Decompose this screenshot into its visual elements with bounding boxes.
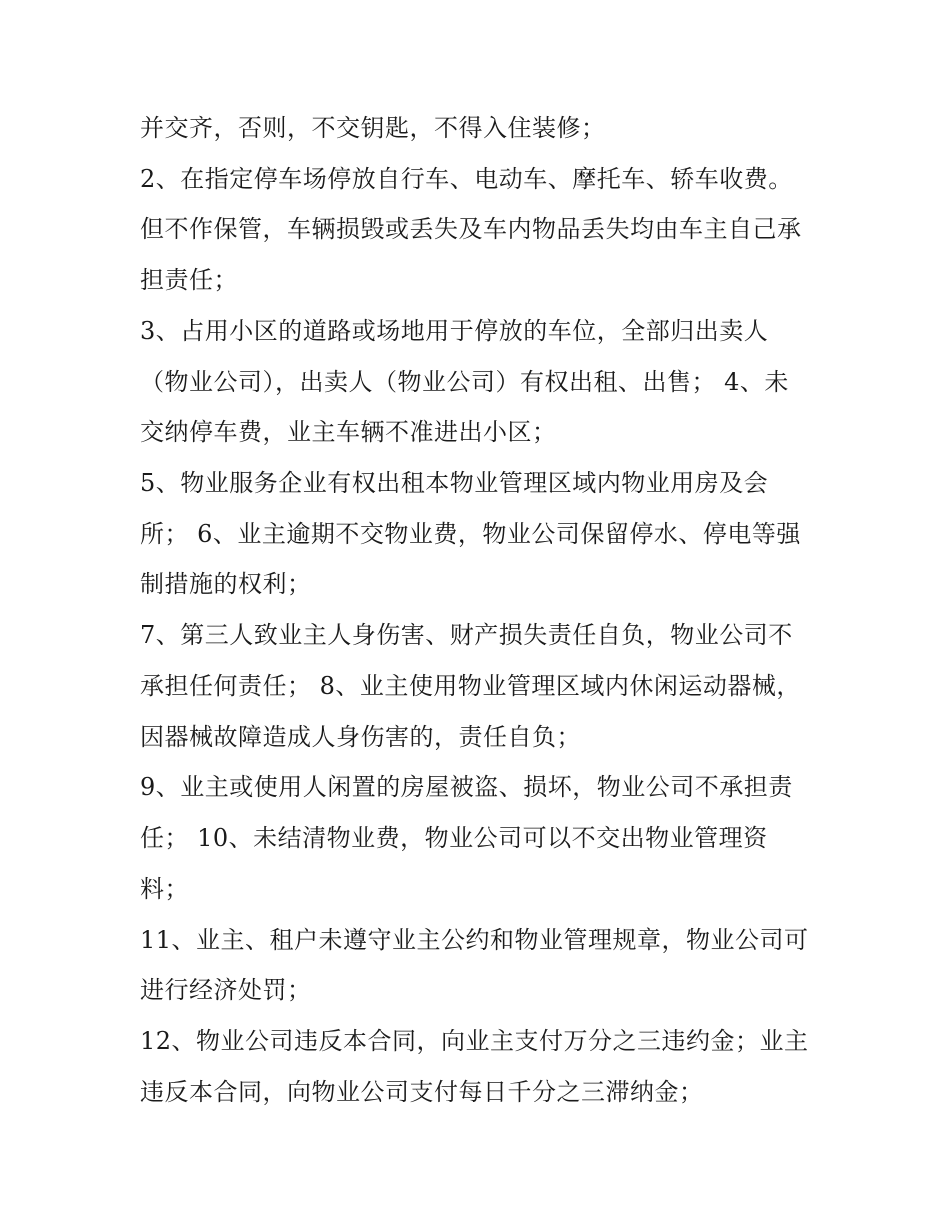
text-line: 5、物业服务企业有权出租本物业管理区域内物业用房及会 [140, 469, 769, 497]
text-line: 承担任何责任； 8、业主使用物业管理区域内休闲运动器械， [140, 672, 801, 700]
text-line: 9、业主或使用人闲置的房屋被盗、损坏，物业公司不承担责 [140, 773, 793, 801]
text-line: 违反本合同，向物业公司支付每日千分之三滞纳金； [140, 1078, 704, 1106]
text-line: 任； 10、未结清物业费，物业公司可以不交出物业管理资 [140, 824, 768, 852]
text-line: 12、物业公司违反本合同，向业主支付万分之三违约金；业主 [140, 1027, 809, 1055]
text-line: 但不作保管，车辆损毁或丢失及车内物品丢失均由车主自己承 [140, 215, 802, 243]
text-line: 制措施的权利； [140, 570, 312, 598]
text-line: 担责任； [140, 266, 238, 294]
text-line: 3、占用小区的道路或场地用于停放的车位，全部归出卖人 [140, 317, 769, 345]
text-line: 并交齐，否则，不交钥匙，不得入住装修； [140, 114, 606, 142]
text-line: 2、在指定停车场停放自行车、电动车、摩托车、轿车收费。 [140, 165, 793, 193]
text-line: 进行经济处罚； [140, 976, 312, 1004]
text-line: 11、业主、租户未遵守业主公约和物业管理规章，物业公司可 [140, 926, 809, 954]
text-line: 料； [140, 875, 189, 903]
text-line: （物业公司），出卖人（物业公司）有权出租、出售； 4、未 [140, 368, 789, 396]
text-line: 所； 6、业主逾期不交物业费，物业公司保留停水、停电等强 [140, 520, 801, 548]
text-line: 7、第三人致业主人身伤害、财产损失责任自负，物业公司不 [140, 621, 793, 649]
text-line: 因器械故障造成人身伤害的，责任自负； [140, 723, 581, 751]
text-line: 交纳停车费，业主车辆不准进出小区； [140, 418, 557, 446]
